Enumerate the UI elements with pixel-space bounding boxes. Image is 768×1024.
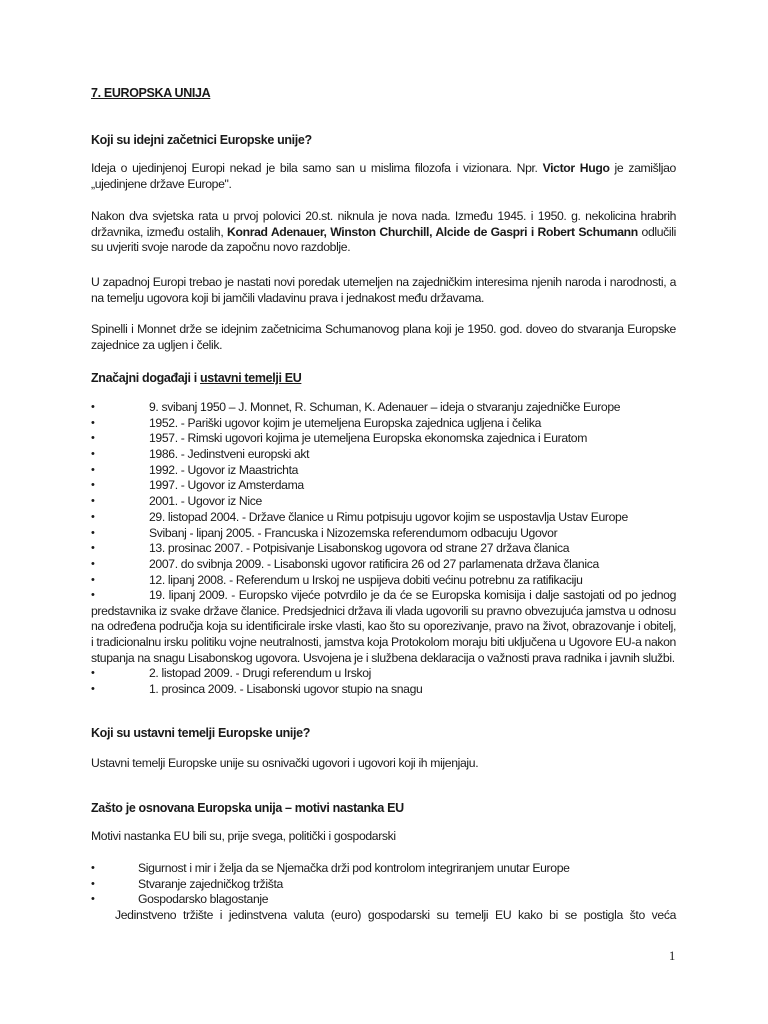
bullet-icon: • bbox=[91, 432, 95, 445]
bullet-icon: • bbox=[91, 682, 95, 695]
paragraph-new-order: U zapadnoj Europi trebao je nastati novi poredak utemeljen na zajedničkim interesima njenih naroda i narodnosti, a na temelju ugovora koji bi jamčili vladavinu prava i jednakost među državama. bbox=[91, 275, 676, 305]
list-item: • 9. svibanj 1950 – J. Monnet, R. Schuman, K. Adenauer – ideja o stvaranju zajedničke Europe bbox=[91, 400, 621, 414]
question-constitutional-foundations: Koji su ustavni temelji Europske unije? bbox=[91, 726, 311, 740]
question-events bbox=[91, 371, 301, 387]
list-item: • Stvaranje zajedničkog tržišta bbox=[91, 876, 283, 891]
question-founders: Koji su idejni začetnici Europske unije? bbox=[91, 133, 312, 147]
bullet-icon: • bbox=[91, 416, 95, 429]
question-events-part1: Značajni događaji i bbox=[91, 371, 200, 385]
paragraph-statesmen bbox=[91, 209, 676, 256]
bullet-icon: • bbox=[91, 463, 95, 476]
statesmen-names: Konrad Adenauer, Winston Churchill, Alcide de Gaspri i Robert Schumann bbox=[227, 224, 638, 239]
chapter-title: 7. EUROPSKA UNIJA bbox=[91, 86, 211, 100]
list-item: • Sigurnost i mir i želja da se Njemačka drži pod kontrolom integriranjem unutar Europe bbox=[91, 861, 570, 875]
bullet-icon: • bbox=[91, 557, 95, 570]
list-item: • Svibanj - lipanj 2005. - Francuska i Nizozemska referendumom odbacuju Ugovor bbox=[91, 525, 558, 540]
bullet-icon: • bbox=[91, 893, 95, 906]
bullet-icon: • bbox=[91, 526, 95, 539]
bullet-icon: • bbox=[91, 495, 95, 508]
events-list bbox=[91, 400, 676, 698]
bullet-icon: • bbox=[91, 542, 95, 555]
paragraph-motives: Motivi nastanka EU bili su, prije svega, politički i gospodarski bbox=[91, 829, 396, 843]
list-item: • 2007. do svibnja 2009. - Lisabonski ugovor ratificira 26 od 27 parlamenata država članica bbox=[91, 556, 599, 571]
paragraph-constitutional-foundations: Ustavni temelji Europske unije su osnivački ugovori i ugovori koji ih mijenjaju. bbox=[91, 756, 479, 770]
list-item: • 19. lipanj 2009. - Europsko vijeće potvrdilo je da će se Europska komisija i dalje sastojati od po jednog predstavnika iz svake države članice. Predsjednici država ili vlada ugovorili su pravno obvezujuća jamstva u odnosu na određena područja koja su identificirale irske vlasti, kao što su oporezivanje, pravo na život, obrazovanje i obitelj, i tradicionalnu irsku politiku vojne neutralnosti, jamstva koja Protokolom moraju biti uključena u Ugovore EU-a nakon stupanja na snagu Lisabonskog ugovora. Usvojena je i službena deklaracija o važnosti prava radnika i javnih službi. bbox=[91, 588, 676, 665]
list-item: • 2. listopad 2009. - Drugi referendum u Irskoj bbox=[91, 666, 372, 681]
bullet-icon: • bbox=[91, 479, 95, 492]
list-item: • 1952. - Pariški ugovor kojim je utemeljena Europska zajednica ugljena i čelika bbox=[91, 415, 542, 430]
list-item: • 2001. - Ugovor iz Nice bbox=[91, 494, 262, 509]
paragraph-idea-part1: Ideja o ujedinjenoj Europi nekad je bila samo san u mislima filozofa i vizionara. Npr. bbox=[91, 161, 543, 175]
list-item: • 1997. - Ugovor iz Amsterdama bbox=[91, 478, 304, 493]
list-item: • 1986. - Jedinstveni europski akt bbox=[91, 447, 310, 462]
list-item: • Gospodarsko blagostanje bbox=[91, 892, 269, 907]
bullet-icon: • bbox=[91, 667, 95, 680]
paragraph-idea-part2: je zamišljao „ujedinjene države Europe". bbox=[91, 161, 676, 191]
motives-list bbox=[91, 861, 676, 908]
bullet-icon: • bbox=[91, 401, 95, 413]
list-item: • 1. prosinca 2009. - Lisabonski ugovor stupio na snagu bbox=[91, 681, 423, 696]
paragraph-statesmen-part1: Nakon dva svjetska rata u prvoj polovici 20.st. niknula je nova nada. Između 1945. i 1950. g. nekolicina hrabrih državnika, između ostalih, bbox=[91, 209, 676, 239]
list-item: • 1957. - Rimski ugovori kojima je utemeljena Europska ekonomska zajednica i Euratom bbox=[91, 431, 588, 446]
bullet-icon: • bbox=[91, 573, 95, 586]
paragraph-statesmen-part2: odlučili su uvjeriti svoje narode da započnu novo razdoblje. bbox=[91, 224, 676, 255]
list-item: • 29. listopad 2004. - Države članice u Rimu potpisuju ugovor kojim se uspostavlja Ustav Europe bbox=[91, 509, 628, 524]
list-item: • 1992. - Ugovor iz Maastrichta bbox=[91, 462, 299, 477]
paragraph-spinelli-monnet: Spinelli i Monnet drže se idejnim začetnicima Schumanovog plana koji je 1950. god. doveo do stvaranja Europske zajednice za ugljen i čelik. bbox=[91, 322, 676, 352]
list-item: • 12. lipanj 2008. - Referendum u Irskoj ne uspijeva dobiti većinu potrebnu za ratifikaciju bbox=[91, 572, 583, 587]
paragraph-single-market: Jedinstveno tržište i jedinstvena valuta (euro) gospodarski su temelji EU kako bi se postigla što veća bbox=[115, 908, 676, 922]
bullet-icon: • bbox=[91, 877, 95, 890]
bullet-icon: • bbox=[91, 862, 95, 874]
bullet-icon: • bbox=[91, 589, 95, 602]
question-events-underlined: ustavni temelji EU bbox=[200, 371, 302, 385]
question-motives: Zašto je osnovana Europska unija – motivi nastanka EU bbox=[91, 801, 404, 815]
victor-hugo-name: Victor Hugo bbox=[542, 161, 610, 175]
bullet-icon: • bbox=[91, 510, 95, 523]
paragraph-idea bbox=[91, 161, 676, 192]
page-number: 1 bbox=[669, 949, 676, 963]
bullet-icon: • bbox=[91, 448, 95, 461]
list-item: • 13. prosinac 2007. - Potpisivanje Lisabonskog ugovora od strane 27 država članica bbox=[91, 541, 570, 556]
